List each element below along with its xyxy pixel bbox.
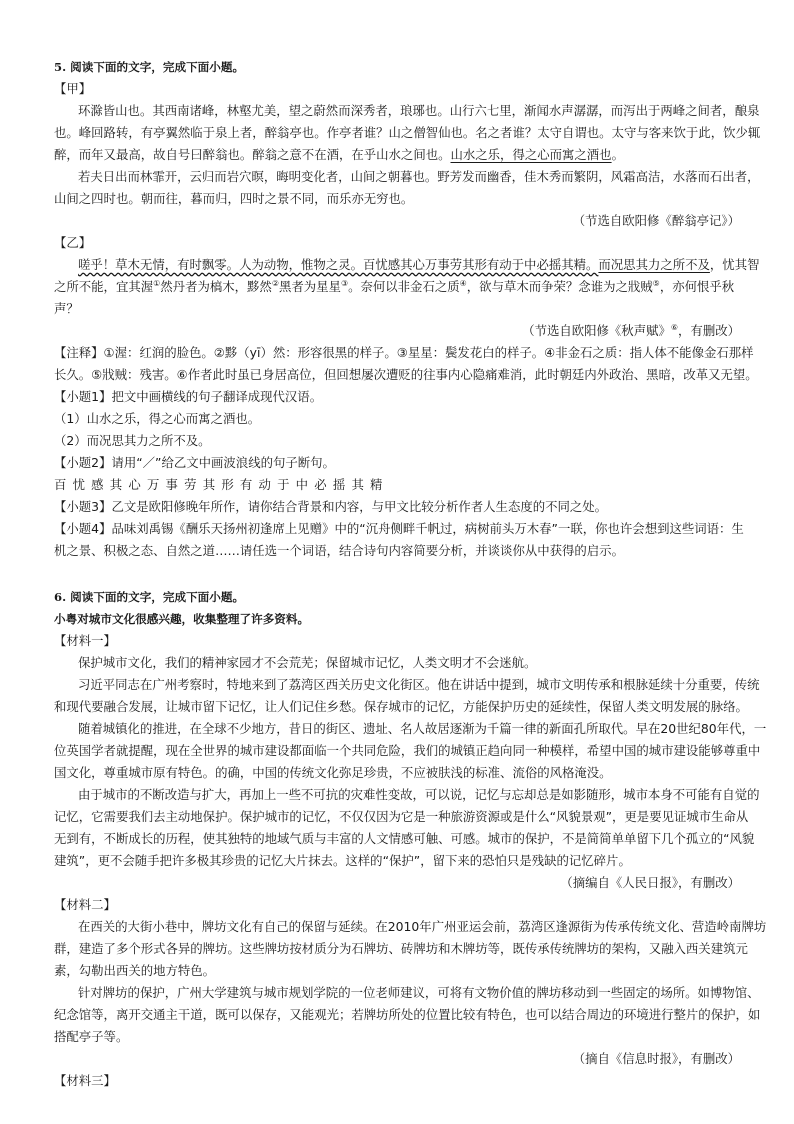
passage-yi-source: （节选自欧阳修《秋声赋》⑥，有删改） — [522, 322, 740, 338]
material-1-line: 国文化，尊重城市原有特色。的确，中国的传统文化弥足珍贵，不应被肤浅的标准、流俗的风格淹没。 — [54, 765, 612, 780]
annotation-line: 长久。⑤戕贼：残害。⑥作者此时虽已身居高位，但回想屡次遭贬的往事内心隐痛难消，此时朝廷内外政治、黑暗，改革又无望。 — [54, 367, 758, 382]
exam-page — [54, 56, 767, 1092]
question-6-intro: 小粤对城市文化很感兴趣，收集整理了许多资料。 — [54, 612, 310, 626]
material-1-line: 由于城市的不断改造与扩大，再加上一些不可抗的灾难性变故，可以说，记忆与忘却总是如影随形，城市本身不可能有自觉的 — [78, 787, 760, 802]
material-1-line: 保护城市文化，我们的精神家园才不会荒芜；保留城市记忆，人类文明才不会迷航。 — [78, 655, 537, 670]
subquestion-3: 【小题3】乙文是欧阳修晚年所作，请你结合背景和内容，与甲文比较分析作者人生态度的不同之处。 — [54, 499, 608, 514]
annotation-line: 【注释】①渥：红润的脸色。②黟（yī）然：形容很黑的样子。③星星：鬓发花白的样子。④非金石之质：指人体不能像金石那样 — [54, 345, 754, 360]
passage-jia-line: 若夫日出而林霏开，云归而岩穴暝，晦明变化者，山间之朝暮也。野芳发而幽香，佳木秀而繁阴，风霜高洁，水落而石出者， — [78, 169, 760, 184]
passage-jia-line: 山间之四时也。朝而往，暮而归，四时之景不同，而乐亦无穷也。 — [54, 191, 414, 206]
material-1-line: 随着城镇化的推进，在全球不少地方，昔日的街区、遗址、名人故居逐渐为千篇一律的新面孔所取代。早在20世纪80年代，一 — [78, 721, 767, 736]
note-marker: ⑤ — [652, 278, 660, 288]
passage-jia-line: 醉，而年又最高，故自号曰醉翁也。醉翁之意不在酒，在乎山水之间也。山水之乐，得之心而寓之酒也。 — [54, 147, 624, 162]
material-1-line: 位英国学者就提醒，现在全世界的城市建设都面临一个共同危险，我们的城镇正趋向同一种模样，希望中国的城市建设能够尊重中 — [54, 743, 761, 758]
material-2-line: 在西关的大街小巷中，牌坊文化有自己的保留与延续。在2010年广州亚运会前，荔湾区逢源街为传承传统文化、营造岭南牌坊 — [78, 919, 767, 934]
material-3-label: 【材料三】 — [54, 1073, 116, 1088]
passage-jia-line: 也。峰回路转，有亭翼然临于泉上者，醉翁亭也。作亭者谁？山之僧智仙也。名之者谁？太守自谓也。太守与客来饮于此，饮少辄 — [54, 125, 761, 140]
material-2-line: 素，勾勒出西关的地方特色。 — [54, 963, 216, 978]
passage-yi-label: 【乙】 — [54, 235, 92, 250]
passage-jia-source: （节选自欧阳修《醉翁亭记》） — [572, 213, 740, 228]
note-marker: ④ — [459, 278, 467, 288]
question-6-heading: 6. 阅读下面的文字，完成下面小题。 — [54, 590, 245, 604]
passage-jia-label: 【甲】 — [54, 81, 92, 96]
material-2-line: 针对牌坊的保护，广州大学建筑与城市规划学院的一位老师建议，可将有文物价值的牌坊移动到一些固定的场所。如博物馆、 — [78, 985, 760, 1000]
passage-jia-line: 环滁皆山也。其西南诸峰，林壑尤美，望之蔚然而深秀者，琅琊也。山行六七里，渐闻水声潺潺，而泻出于两峰之间者，酿泉 — [78, 103, 760, 118]
subquestion-4-line: 【小题4】品味刘禹锡《酬乐天扬州初逢席上见赠》中的“沉舟侧畔千帆过，病树前头万木春”一联，你也许会想到这些词语：生 — [54, 521, 744, 536]
question-5-heading: 5. 阅读下面的文字，完成下面小题。 — [54, 60, 245, 74]
underlined-sentence: 山水之乐，得之心而寓之酒也 — [450, 147, 612, 162]
note-marker: ③ — [340, 278, 349, 288]
material-2-label: 【材料二】 — [54, 897, 116, 912]
material-1-line: 记忆，它需要我们去主动地保护。保护城市的记忆，不仅仅因为它是一种旅游资源或是什么“风貌景观”，更是要见证城市生命从 — [54, 809, 749, 824]
material-1-line: 习近平同志在广州考察时，特地来到了荔湾区西关历史文化街区。他在讲话中提到，城市文明传承和根脉延续十分重要，传统 — [78, 677, 760, 692]
note-marker: ⑥ — [670, 322, 679, 332]
material-2-line: 纪念馆等，离开交通主干道，既可以保存，又能观光；若牌坊所处的位置比较有特色，也可以结合周边的环境进行整片的保护，如 — [54, 1007, 761, 1022]
subquestion-1: 【小题1】把文中画横线的句子翻译成现代汉语。 — [54, 389, 323, 404]
material-2-line: 群，建造了多个形式各异的牌坊。这些牌坊按材质分为石牌坊、砖牌坊和木牌坊等，既传承传统牌坊的架构，又融入西关建筑元 — [54, 941, 748, 956]
subquestion-4-line: 机之景、积极之态、自然之道……请任选一个词语，结合诗句内容简要分析，并谈谈你从中获得的启示。 — [54, 543, 624, 558]
wavy-underlined-sentence: 嗟乎！草木无情，有时飘零。人为动物，惟物之灵。百忧感其心万事劳其形有动于中必摇其精。 — [78, 257, 599, 272]
subquestion-1-item: （1）山水之乐，得之心而寓之酒也。 — [54, 411, 261, 426]
note-marker: ① — [153, 278, 161, 288]
passage-yi-line: 声？ — [54, 301, 79, 316]
passage-yi-line: 之所不能，宜其渥①然丹者为槁木，黟然②黑者为星星③。奈何以非金石之质④，欲与草木而争荣？念谁为之戕贼⑤，亦何恨乎秋 — [54, 278, 735, 294]
subquestion-2: 【小题2】请用“／”给乙文中画波浪线的句子断句。 — [54, 455, 335, 470]
material-1-label: 【材料一】 — [54, 633, 116, 648]
note-marker: ② — [271, 278, 279, 288]
underlined-sentence: 而况思其力之所不及 — [598, 257, 710, 272]
material-1-line: 无到有，不断成长的历程，使其独特的地域气质与丰富的人文情感可触、可感。城市的保护，不是简简单单留下几个孤立的“风貌 — [54, 831, 755, 846]
passage-yi-line: 嗟乎！草木无情，有时飘零。人为动物，惟物之灵。百忧感其心万事劳其形有动于中必摇其精。而况思其力之所不及，忧其智 — [78, 257, 760, 272]
material-2-source: （摘自《信息时报》，有删改） — [572, 1051, 740, 1066]
material-1-line: 和现代要融合发展，让城市留下记忆，让人们记住乡愁。保存城市的记忆，方能保护历史的延续性，保留人类文明发展的脉络。 — [54, 699, 748, 714]
subquestion-1-item: （2）而况思其力之所不及。 — [54, 433, 211, 448]
subquestion-2-sentence: 百忧感其心万事劳其形有动于中必摇其精 — [54, 477, 389, 492]
material-2-line: 搭配亭子等。 — [54, 1029, 129, 1044]
material-1-line: 建筑”，更不会随手把许多极其珍贵的记忆大片抹去。这样的“保护”，留下来的恐怕只是残缺的记忆碎片。 — [54, 853, 631, 868]
material-1-source: （摘编自《人民日报》，有删改） — [560, 875, 740, 890]
